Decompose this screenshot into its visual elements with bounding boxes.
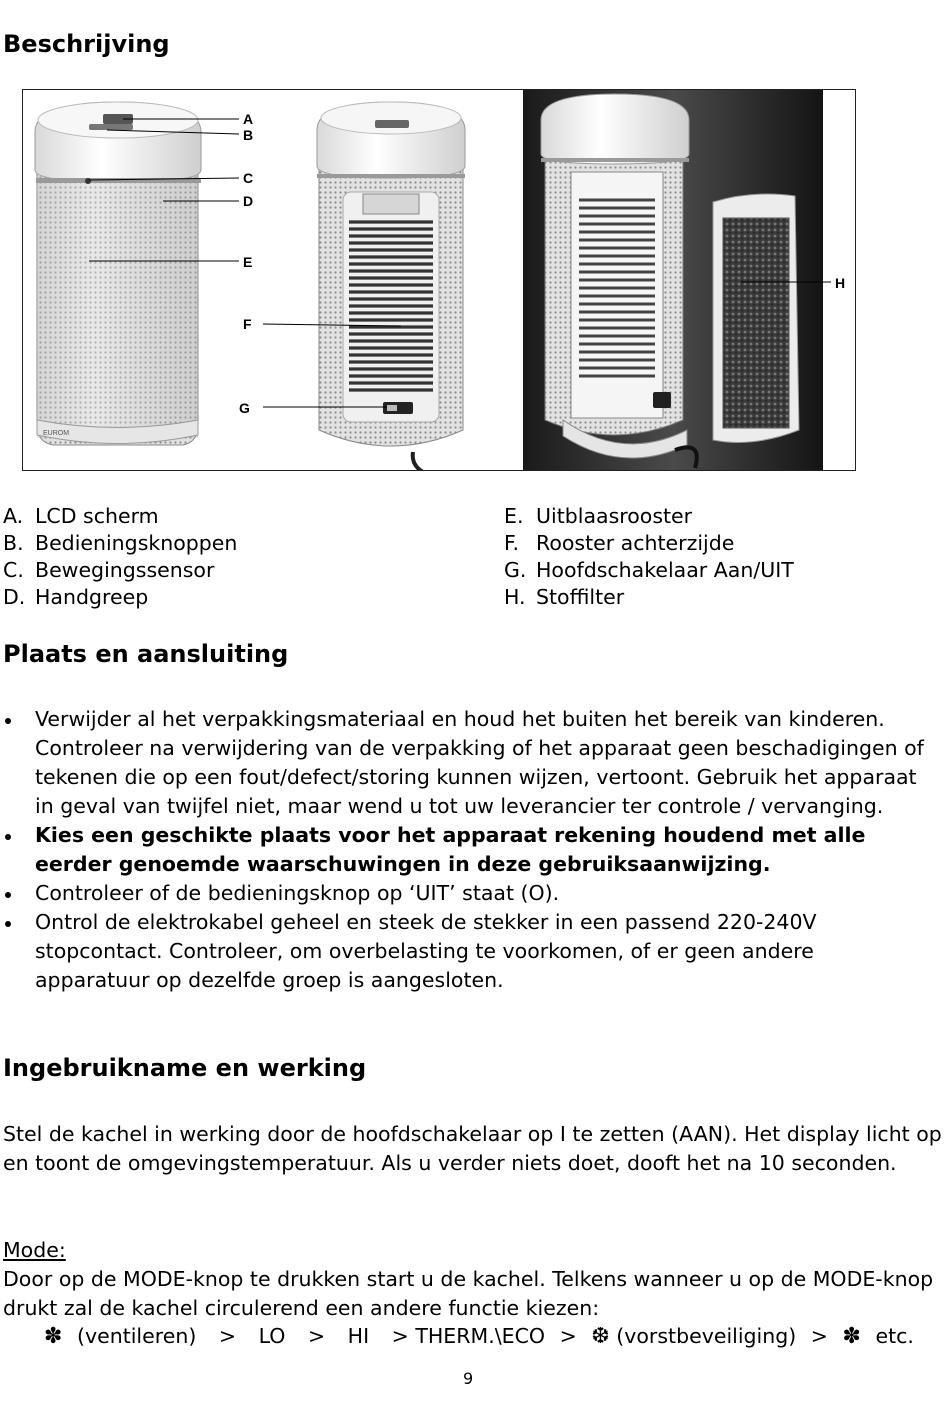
bullet-switch-off: Controleer of de bedieningsknop op ‘UIT’ staat (O).: [0, 879, 930, 908]
callout-f: F: [243, 316, 252, 332]
part-d: D. Handgreep: [3, 585, 149, 609]
callout-h: H: [835, 275, 846, 291]
part-f: F. Rooster achterzijde: [504, 531, 735, 555]
page-number: 9: [463, 1369, 474, 1388]
callout-d: D: [243, 193, 254, 209]
mode-lo-label: LO: [258, 1324, 286, 1348]
sequence-separator: >: [218, 1324, 237, 1348]
snowflake-icon: ❆: [591, 1324, 610, 1349]
sequence-separator: >: [391, 1324, 409, 1348]
heater-back: [317, 102, 465, 471]
callout-a: A: [243, 111, 254, 127]
heading-plaats: Plaats en aansluiting: [3, 640, 289, 668]
mode-therm-eco-label: THERM.\ECO: [415, 1324, 546, 1348]
sequence-separator: >: [307, 1324, 326, 1348]
brand-logo: EUROM: [43, 430, 70, 437]
mode-fan-label: (ventileren): [76, 1324, 197, 1348]
part-h: H. Stoffilter: [504, 585, 625, 609]
bullet-location: Kies een geschikte plaats voor het apparaat rekening houdend met alle eerder genoemde waarschuwingen in deze gebruiksaanwijzing.: [0, 821, 930, 879]
fan-icon: ✽: [44, 1324, 63, 1349]
part-e: E. Uitblaasrooster: [504, 504, 693, 528]
heater-front: [35, 102, 201, 445]
sequence-separator: >: [810, 1324, 828, 1348]
sequence-etc: etc.: [875, 1324, 914, 1348]
mode-heading: Mode:: [3, 1238, 66, 1262]
part-a: A. LCD scherm: [3, 504, 159, 528]
bullet-unpack: Verwijder al het verpakkingsmateriaal en houd het buiten het bereik van kinderen. Controleer na verwijdering van de verpakking of het apparaat geen beschadigingen of tekenen die op een fout/defect/storing kunnen wijzen, vertoont. Gebruik het apparaat in geval van twijfel niet, maar wend u tot uw leverancier ter controle / vervanging.: [0, 705, 930, 821]
callout-b: B: [243, 127, 254, 143]
bullet-power-cable: Ontrol de elektrokabel geheel en steek de stekker in een passend 220-240V stopcontact. Controleer, om overbelasting te voorkomen, of er geen andere apparatuur op dezelfde groep is aangesloten.: [0, 908, 930, 995]
part-g: G. Hoofdschakelaar Aan/UIT: [504, 558, 794, 582]
callout-e: E: [243, 254, 253, 270]
heater-illustration: [23, 90, 856, 471]
mode-hi-label: HI: [347, 1324, 370, 1348]
part-b: B. Bedieningsknoppen: [3, 531, 238, 555]
mode-sequence: [44, 1322, 914, 1351]
callout-c: C: [243, 170, 254, 186]
fan-icon: ✽: [842, 1324, 861, 1349]
heading-beschrijving: Beschrijving: [3, 30, 170, 58]
mode-frost-label: (vorstbeveiliging): [616, 1324, 797, 1348]
part-c: C. Bewegingssensor: [3, 558, 215, 582]
intro-paragraph: Stel de kachel in werking door de hoofdschakelaar op I te zetten (AAN). Het display licht op en toont de omgevingstemperatuur. Als u verder niets doet, dooft het na 10 seconden.: [3, 1122, 942, 1175]
product-photo-figure: [22, 89, 856, 471]
placement-bullet-list: [0, 705, 930, 995]
callout-g: G: [239, 400, 250, 416]
heater-open-filter: [523, 90, 823, 471]
heading-ingebruikname: Ingebruikname en werking: [3, 1054, 367, 1082]
sequence-separator: >: [559, 1324, 577, 1348]
mode-paragraph: Door op de MODE-knop te drukken start u de kachel. Telkens wanneer u op de MODE-knop drukt zal de kachel circulerend een andere functie kiezen:: [3, 1267, 934, 1320]
